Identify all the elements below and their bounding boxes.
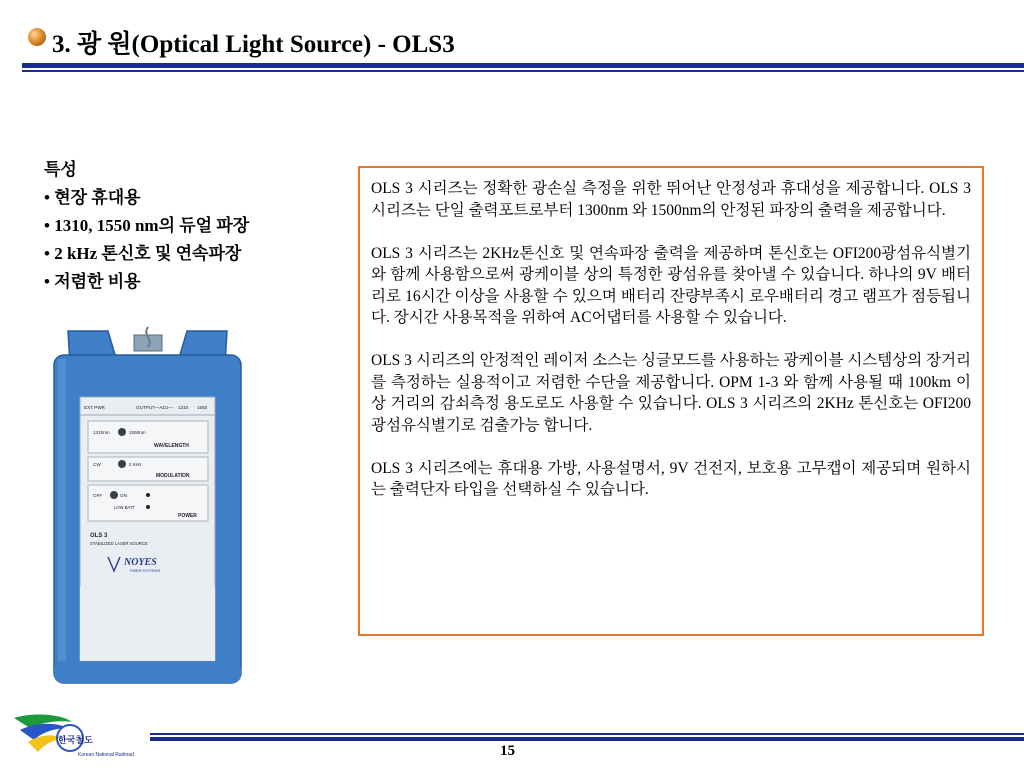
- feature-item: • 저렴한 비용: [44, 272, 141, 291]
- wavelength-option-1310: 1310nm: [93, 430, 110, 435]
- modulation-label: MODULATION: [156, 473, 190, 479]
- title-divider-thin: [22, 70, 1024, 72]
- slide-title: 3. 광 원(Optical Light Source) - OLS3: [52, 31, 455, 58]
- wavelength-option-1550: 1550nm: [129, 430, 146, 435]
- low-batt-led: [146, 505, 150, 509]
- power-switch: [110, 491, 118, 499]
- port-label-1550: 1550: [197, 405, 208, 410]
- feature-item: • 현장 휴대용: [44, 188, 141, 207]
- footer-divider-thin: [150, 733, 1024, 735]
- power-label: POWER: [178, 513, 197, 519]
- features-list: [44, 156, 249, 296]
- description-box: [358, 166, 984, 636]
- description-paragraph: OLS 3 시리즈에는 휴대용 가방, 사용설명서, 9V 건전지, 보호용 고무캡이 제공되며 원하시는 출력단자 타입을 선택하실 수 있습니다.: [371, 459, 971, 498]
- description-paragraph: OLS 3 시리즈는 정확한 광손실 측정을 위한 뛰어난 안정성과 휴대성을 제공합니다. OLS 3 시리즈는 단일 출력포트로부터 1300nm 와 1500nm의 안정된 파장의 출력을 제공합니다.: [371, 180, 971, 219]
- brand-subtitle: FIBER SYSTEMS: [130, 569, 161, 573]
- power-option-on: ON: [120, 493, 127, 498]
- title-divider: [22, 63, 1024, 68]
- modulation-switch: [118, 460, 126, 468]
- brand-name: NOYES: [124, 557, 157, 568]
- page-number: 15: [500, 743, 515, 759]
- logo-name-ko: 한국철도: [58, 736, 93, 746]
- wavelength-label: WAVELENGTH: [154, 443, 189, 449]
- model-name: OLS 3: [90, 533, 108, 539]
- description-paragraph: OLS 3 시리즈는 2KHz톤신호 및 연속파장 출력을 제공하며 톤신호는 OFI200광섬유식별기와 함께 사용함으로써 광케이블 상의 특정한 광섬유를 찾아낼 수 있습니다. 하나의 9V 배터리로 16시간 이상을 사용할 수 있으며 배터리 잔량부족시 로우배터리 경고 램프가 점등됩니다. 장시간 사용목적을 위하여 AC어댑터를 사용할 수 있습니다.: [371, 244, 971, 326]
- feature-item: • 1310, 1550 nm의 듀얼 파장: [44, 216, 250, 235]
- wavelength-switch: [118, 428, 126, 436]
- title-bullet-icon: [28, 28, 46, 46]
- port-label-output: OUTPUT—ADJ—: [136, 405, 173, 410]
- ols3-device-image: [50, 325, 245, 687]
- features-heading: 특성: [44, 160, 77, 179]
- power-led: [146, 493, 150, 497]
- modulation-option-2khz: 2 KHz: [129, 462, 142, 467]
- logo-name-en: Korean National Railroad: [78, 752, 134, 758]
- port-label-1310: 1310: [178, 405, 189, 410]
- description-paragraph: OLS 3 시리즈의 안정적인 레이저 소스는 싱글모드를 사용하는 광케이블 시스템상의 장거리를 측정하는 실용적이고 저렴한 수단을 제공합니다. OPM 1-3 와 함께 사용될 때 100km 이상 거리의 감쇠측정 용도로도 사용할 수 있습니다. OLS 3 시리즈의 2KHz 톤신호는 OFI200 광섬유식별기로 검출가능 합니다.: [371, 352, 971, 434]
- feature-item: • 2 kHz 톤신호 및 연속파장: [44, 244, 242, 263]
- footer-divider: [150, 737, 1024, 741]
- modulation-option-cw: CW: [93, 462, 101, 467]
- port-label-ext-pwr: EXT PWR: [84, 405, 105, 410]
- low-batt-label: LOW BATT: [114, 505, 136, 510]
- korail-logo: [12, 712, 162, 762]
- model-subtitle: STABILIZED LASER SOURCE: [90, 541, 148, 546]
- power-option-off: OFF: [93, 493, 103, 498]
